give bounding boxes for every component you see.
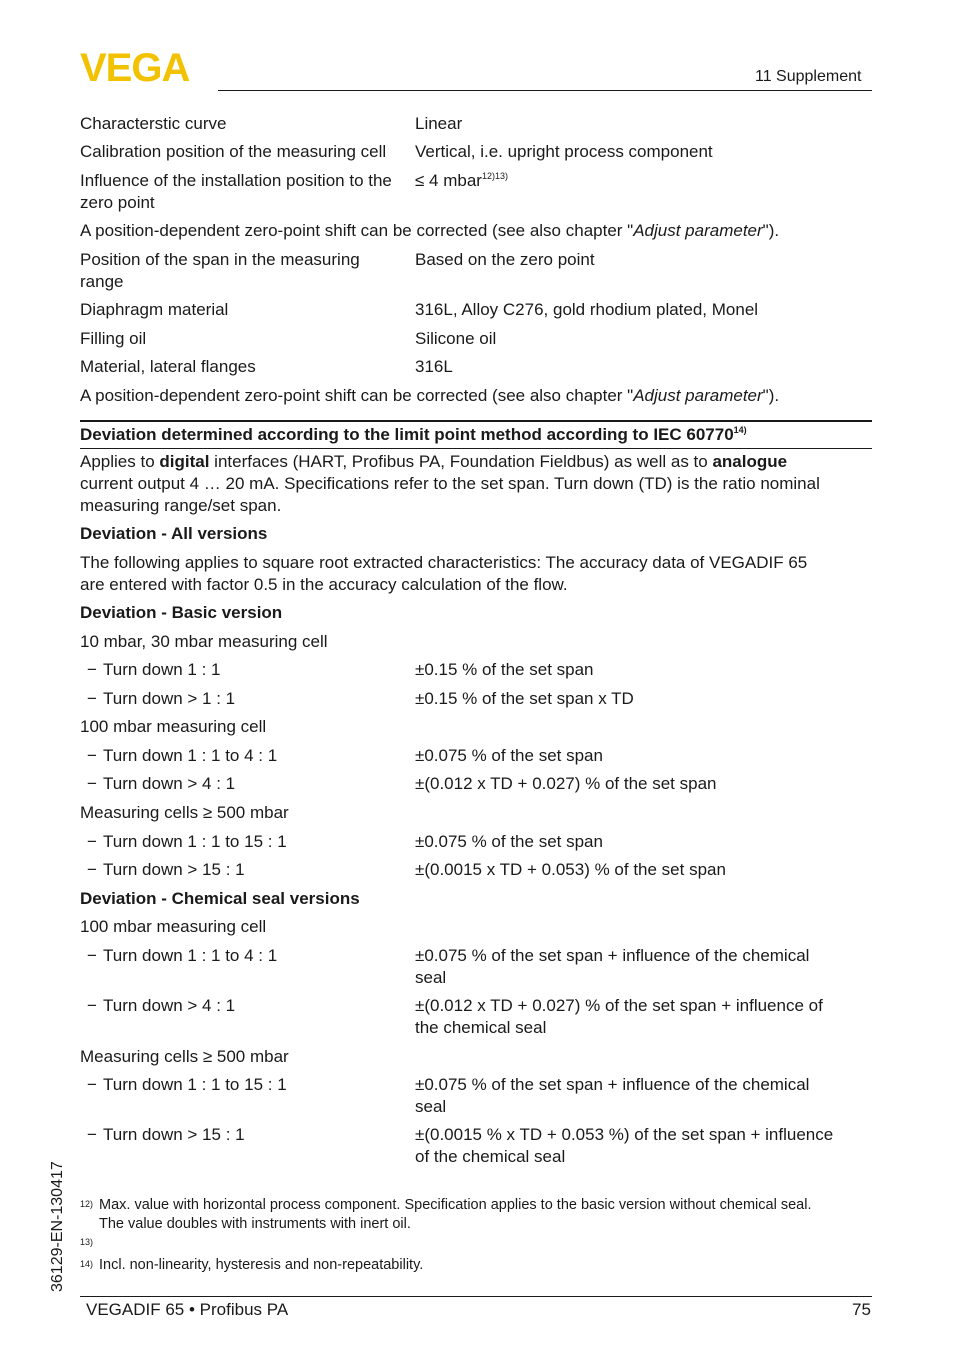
- vega-logo: [80, 50, 212, 84]
- list-dash: −: [87, 746, 97, 765]
- list-dash: −: [87, 996, 97, 1015]
- value-installation-influence: ≤ 4 mbar$^{12)13)}$: [415, 171, 508, 190]
- footer-rule: [80, 1296, 872, 1297]
- label-installation-influence-cont: zero point: [80, 193, 155, 212]
- label-span-position: Position of the span in the measuring: [80, 250, 360, 269]
- chem-row-value: ±(0.0015 % x TD + 0.053 %) of the set span + influence: [415, 1125, 834, 1144]
- basic-row-label: Turn down > 4 : 1: [103, 774, 236, 793]
- footnote-12-cont: The value doubles with instruments with inert oil.: [99, 1216, 411, 1232]
- list-dash: −: [87, 1075, 97, 1094]
- section-rule-top: [80, 420, 872, 422]
- note-zero-point-shift-2: A position-dependent zero-point shift can be corrected (see also chapter "Adjust parameter").: [80, 386, 780, 405]
- svg-text:VEGA: VEGA: [80, 50, 190, 84]
- label-lateral-flanges: Material, lateral flanges: [80, 357, 256, 376]
- deviation-intro-line3: measuring range/set span.: [80, 496, 282, 515]
- all-versions-text: The following applies to square root extracted characteristics: The accuracy data of VEGADIF 65: [80, 553, 808, 572]
- list-dash: −: [87, 660, 97, 679]
- chem-cell-100-mbar: 100 mbar measuring cell: [80, 917, 267, 936]
- basic-row-label: Turn down 1 : 1: [103, 660, 221, 679]
- deviation-heading: Deviation determined according to the limit point method according to IEC 60770$^{14)}$: [80, 425, 747, 444]
- all-versions-title: Deviation - All versions: [80, 524, 268, 543]
- chem-row-label: Turn down 1 : 1 to 15 : 1: [103, 1075, 287, 1094]
- basic-row-label: Turn down > 15 : 1: [103, 860, 245, 879]
- all-versions-text-cont: are entered with factor 0.5 in the accuracy calculation of the flow.: [80, 575, 568, 594]
- footnote-mark: 14): [80, 1259, 94, 1269]
- value-calibration-position: Vertical, i.e. upright process component: [415, 142, 713, 161]
- label-filling-oil: Filling oil: [80, 329, 147, 348]
- basic-version-title: Deviation - Basic version: [80, 603, 283, 622]
- label-characteristic-curve: Characterstic curve: [80, 114, 227, 133]
- basic-row-label: Turn down 1 : 1 to 15 : 1: [103, 832, 287, 851]
- value-diaphragm-material: 316L, Alloy C276, gold rhodium plated, Monel: [415, 300, 759, 319]
- label-diaphragm-material: Diaphragm material: [80, 300, 229, 319]
- footer-document-title: VEGADIF 65 • Profibus PA: [86, 1300, 289, 1319]
- footnote-mark: 12): [80, 1199, 94, 1209]
- chem-row-value: ±0.075 % of the set span + influence of the chemical: [415, 946, 810, 965]
- chem-row-value-cont: seal: [415, 1097, 447, 1116]
- note-zero-point-shift: A position-dependent zero-point shift can be corrected (see also chapter "Adjust parameter").: [80, 221, 780, 240]
- chem-row-label: Turn down 1 : 1 to 4 : 1: [103, 946, 278, 965]
- chem-row-value-cont: of the chemical seal: [415, 1147, 566, 1166]
- chemical-seal-title: Deviation - Chemical seal versions: [80, 889, 360, 908]
- list-dash: −: [87, 774, 97, 793]
- chem-row-value-cont: the chemical seal: [415, 1018, 547, 1037]
- section-rule-bottom: [80, 448, 872, 449]
- chem-row-value: ±(0.012 x TD + 0.027) % of the set span + influence of: [415, 996, 823, 1015]
- footnote-14: Incl. non-linearity, hysteresis and non-repeatability.: [99, 1257, 424, 1273]
- basic-row-label: Turn down > 1 : 1: [103, 689, 236, 708]
- chem-row-label: Turn down > 4 : 1: [103, 996, 236, 1015]
- basic-row-value: ±(0.0015 x TD + 0.053) % of the set span: [415, 860, 726, 879]
- basic-row-value: ±0.15 % of the set span x TD: [415, 689, 634, 708]
- list-dash: −: [87, 689, 97, 708]
- cell-10-30-mbar: 10 mbar, 30 mbar measuring cell: [80, 632, 328, 651]
- cell-100-mbar: 100 mbar measuring cell: [80, 717, 267, 736]
- value-span-position: Based on the zero point: [415, 250, 595, 269]
- list-dash: −: [87, 946, 97, 965]
- list-dash: −: [87, 1125, 97, 1144]
- deviation-intro: Applies to digital interfaces (HART, Profibus PA, Foundation Fieldbus) as well as to analogue: [80, 452, 788, 471]
- list-dash: −: [87, 860, 97, 879]
- label-span-position-cont: range: [80, 272, 124, 291]
- value-lateral-flanges: 316L: [415, 357, 453, 376]
- document-code: 36129-EN-130417: [49, 1161, 66, 1292]
- basic-row-value: ±0.075 % of the set span: [415, 832, 603, 851]
- value-characteristic-curve: Linear: [415, 114, 463, 133]
- chem-row-value-cont: seal: [415, 968, 447, 987]
- page-number: 75: [852, 1300, 871, 1319]
- footnote-mark: 13): [80, 1237, 94, 1247]
- label-calibration-position: Calibration position of the measuring cell: [80, 142, 387, 161]
- header-rule: [218, 90, 872, 91]
- footnote-12: Max. value with horizontal process component. Specification applies to the basic version without chemical seal.: [99, 1197, 812, 1213]
- value-filling-oil: Silicone oil: [415, 329, 497, 348]
- basic-row-label: Turn down 1 : 1 to 4 : 1: [103, 746, 278, 765]
- chem-row-value: ±0.075 % of the set span + influence of the chemical: [415, 1075, 810, 1094]
- label-installation-influence: Influence of the installation position to the: [80, 171, 392, 190]
- chem-row-label: Turn down > 15 : 1: [103, 1125, 245, 1144]
- basic-row-value: ±0.15 % of the set span: [415, 660, 594, 679]
- basic-row-value: ±0.075 % of the set span: [415, 746, 603, 765]
- chem-cell-500-mbar: Measuring cells ≥ 500 mbar: [80, 1047, 289, 1066]
- basic-row-value: ±(0.012 x TD + 0.027) % of the set span: [415, 774, 717, 793]
- cell-500-mbar: Measuring cells ≥ 500 mbar: [80, 803, 289, 822]
- list-dash: −: [87, 832, 97, 851]
- deviation-intro-line2: current output 4 … 20 mA. Specifications refer to the set span. Turn down (TD) is the ratio nominal: [80, 474, 820, 493]
- section-title: 11 Supplement: [755, 68, 862, 85]
